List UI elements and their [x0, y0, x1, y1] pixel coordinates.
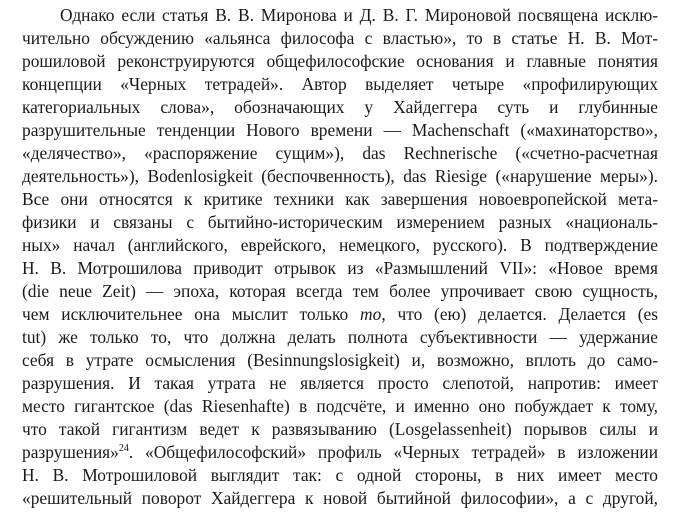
text-line-19: что такой гигантизм ведет к развязыванию (Losgelassenheit) порывов силы и: [22, 419, 658, 439]
text-line-11: ных» начал (английского, еврейского, немецкого, русского). В подтверждение: [22, 235, 658, 255]
document-page: [22, 0, 658, 514]
text-line-10: физики и связаны с бытийно-историческим измерением разных «националь-: [22, 212, 658, 232]
text-line-14: [22, 303, 658, 326]
text-line-13: (die neue Zeit) — эпоха, которая всегда тем более упрочивает свою сущность,: [22, 281, 658, 301]
text-line-20-start: разрушения»: [22, 442, 119, 462]
text-line-4: концепции «Черных тетрадей». Автор выделяет четыре «профилирующих: [22, 74, 658, 94]
text-line-22: «решительный поворот Хайдеггера к новой бытийной философии», а с другой,: [22, 488, 658, 508]
text-line-15: tut) же только то, что должна делать полнота субъективности — удержание: [22, 327, 658, 347]
text-line-17: разрушения. И такая утрата не является просто слепотой, напротив: имеет: [22, 373, 658, 393]
text-line-20: [22, 441, 658, 464]
text-line-9: Все они относятся к критике техники как завершения новоевропейской мета-: [22, 189, 658, 209]
text-line-20-end: . «Общефилософский» профиль «Черных тетрадей» в изложении: [128, 442, 658, 462]
text-line-12: Н. В. Мотрошилова приводит отрывок из «Размышлений VII»: «Новое время: [22, 258, 658, 278]
italic-word: то: [360, 304, 382, 324]
text-line-14-start: чем исключительнее она мыслит только: [22, 304, 361, 324]
text-line-6: разрушительные тенденции Нового времени — Machenschaft («махинаторство»,: [22, 120, 658, 140]
text-line-1: Однако если статья В. В. Миронова и Д. В. Г. Мироновой посвящена исклю-: [60, 5, 658, 25]
text-line-18: место гигантское (das Riesenhafte) в подсчёте, и именно оно побуждает к тому,: [22, 396, 658, 416]
text-line-16: себя в утрате осмысления (Besinnungslosigkeit) и, возможно, вплоть до само-: [22, 350, 658, 370]
footnote-ref: 24: [118, 443, 129, 455]
text-line-7: «делячество», «распоряжение сущим»), das Rechnerische («счетно-расчетная: [22, 143, 658, 163]
text-line-3: рошиловой реконструируются общефилософские основания и главные понятия: [22, 51, 658, 71]
text-line-8: деятельность»), Bodenlosigkeit (беспочвенность), das Riesige («нарушение меры»).: [22, 166, 658, 186]
text-line-14-end: , что (ею) делается. Делается (es: [381, 304, 658, 324]
text-line-5: категориальных слова», обозначающих у Хайдеггера суть и глубинные: [22, 97, 658, 117]
text-line-21: Н. В. Мотрошиловой выглядит так: с одной стороны, в них имеет место: [22, 465, 658, 485]
text-line-2: чительно обсуждению «альянса философа с властью», то в статье Н. В. Мот-: [22, 28, 658, 48]
